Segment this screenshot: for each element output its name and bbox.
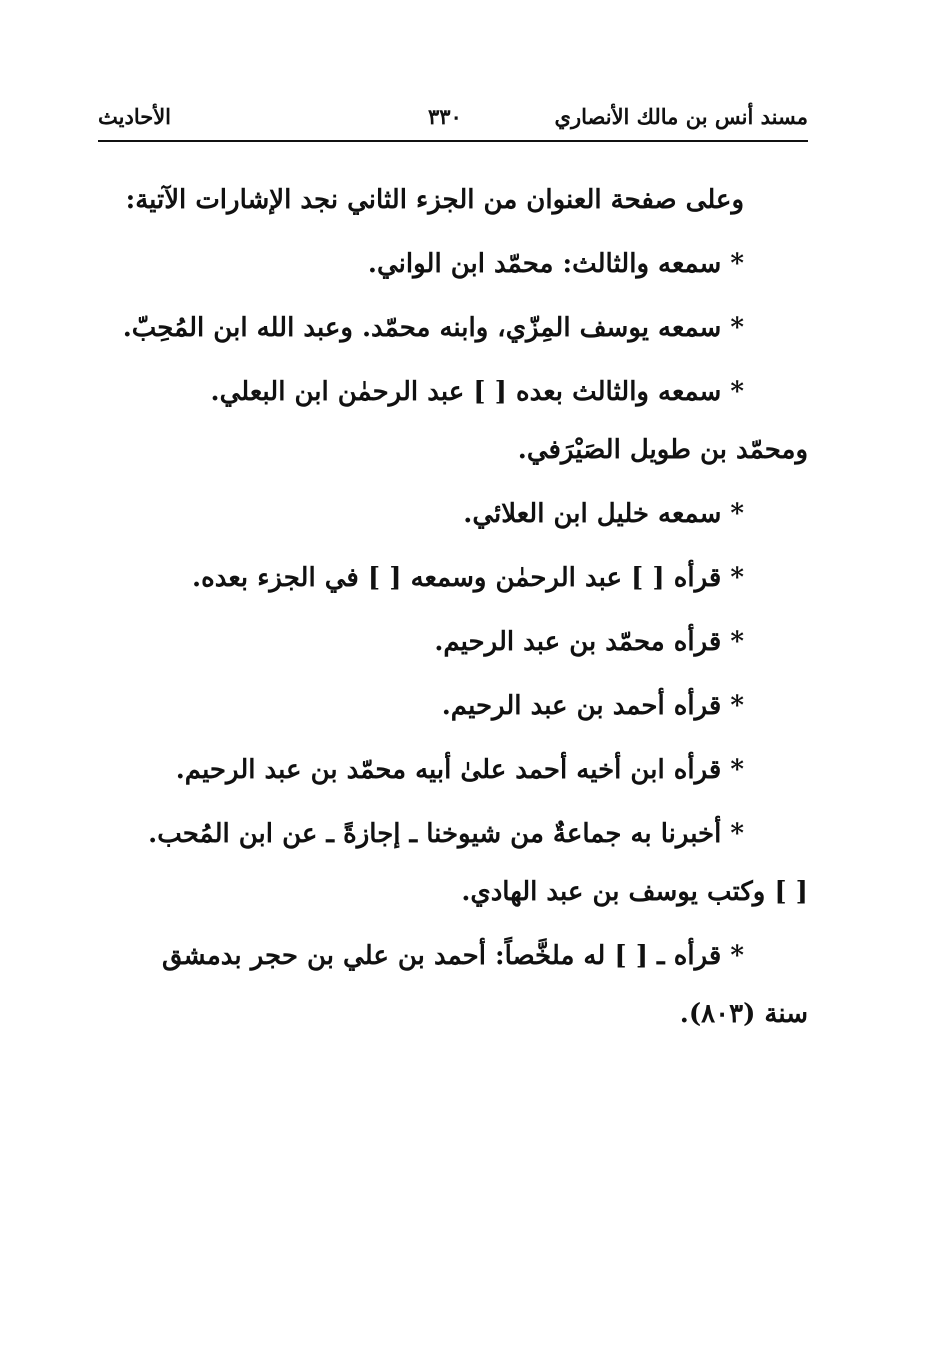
running-header: [98, 100, 808, 140]
text-line: * سمعه خليل ابن العلائي.: [463, 499, 744, 529]
text-line: * قرأه أحمد بن عبد الرحيم.: [441, 691, 744, 721]
paragraph-line: [100, 924, 808, 982]
paragraph-line: [100, 546, 808, 610]
paragraph-line: [100, 360, 808, 418]
paragraph-line: [100, 296, 808, 360]
text-line: * أخبرنا به جماعةٌ من شيوخنا ـ إجازةً ـ عن ابن المُحب.: [148, 819, 744, 849]
body-text: [100, 168, 808, 1046]
text-line: * سمعه يوسف المِزّي، وابنه محمّد. وعبد الله ابن المُحِبّ.: [122, 313, 744, 343]
paragraph-line: [100, 860, 808, 924]
paragraph-line: [100, 232, 808, 296]
text-line: [ ] وكتب يوسف بن عبد الهادي.: [461, 877, 808, 907]
paragraph-line: [100, 482, 808, 546]
text-line: * قرأه ابن أخيه أحمد علىٰ أبيه محمّد بن عبد الرحيم.: [175, 755, 744, 785]
text-line: * قرأه [ ] عبد الرحمٰن وسمعه [ ] في الجزء بعده.: [192, 563, 744, 593]
text-line: * قرأه ـ [ ] له ملخَّصاً: أحمد بن علي بن حجر بدمشق: [161, 941, 744, 971]
text-line: * سمعه والثالث: محمّد ابن الواني.: [367, 249, 744, 279]
paragraph-line: [100, 674, 808, 738]
header-book-title: مسند أنس بن مالك الأنصاري: [554, 104, 808, 129]
text-line: * قرأه محمّد بن عبد الرحيم.: [434, 627, 744, 657]
paragraph-line: [100, 802, 808, 860]
paragraph-line: [100, 738, 808, 802]
paragraph-line: [100, 168, 808, 232]
page-number: ٣٣٠: [428, 104, 462, 129]
paragraph-line: [100, 982, 808, 1046]
header-rule: [98, 140, 808, 142]
text-line: ومحمّد بن طويل الصَيْرَفي.: [517, 435, 808, 465]
paragraph-line: [100, 418, 808, 482]
text-line: * سمعه والثالث بعده [ ] عبد الرحمٰن ابن البعلي.: [210, 377, 744, 407]
text-line: وعلى صفحة العنوان من الجزء الثاني نجد الإشارات الآتية:: [125, 185, 744, 215]
header-section-title: الأحاديث: [98, 104, 172, 129]
paragraph-line: [100, 610, 808, 674]
text-line: سنة (٨٠٣).: [679, 999, 808, 1029]
